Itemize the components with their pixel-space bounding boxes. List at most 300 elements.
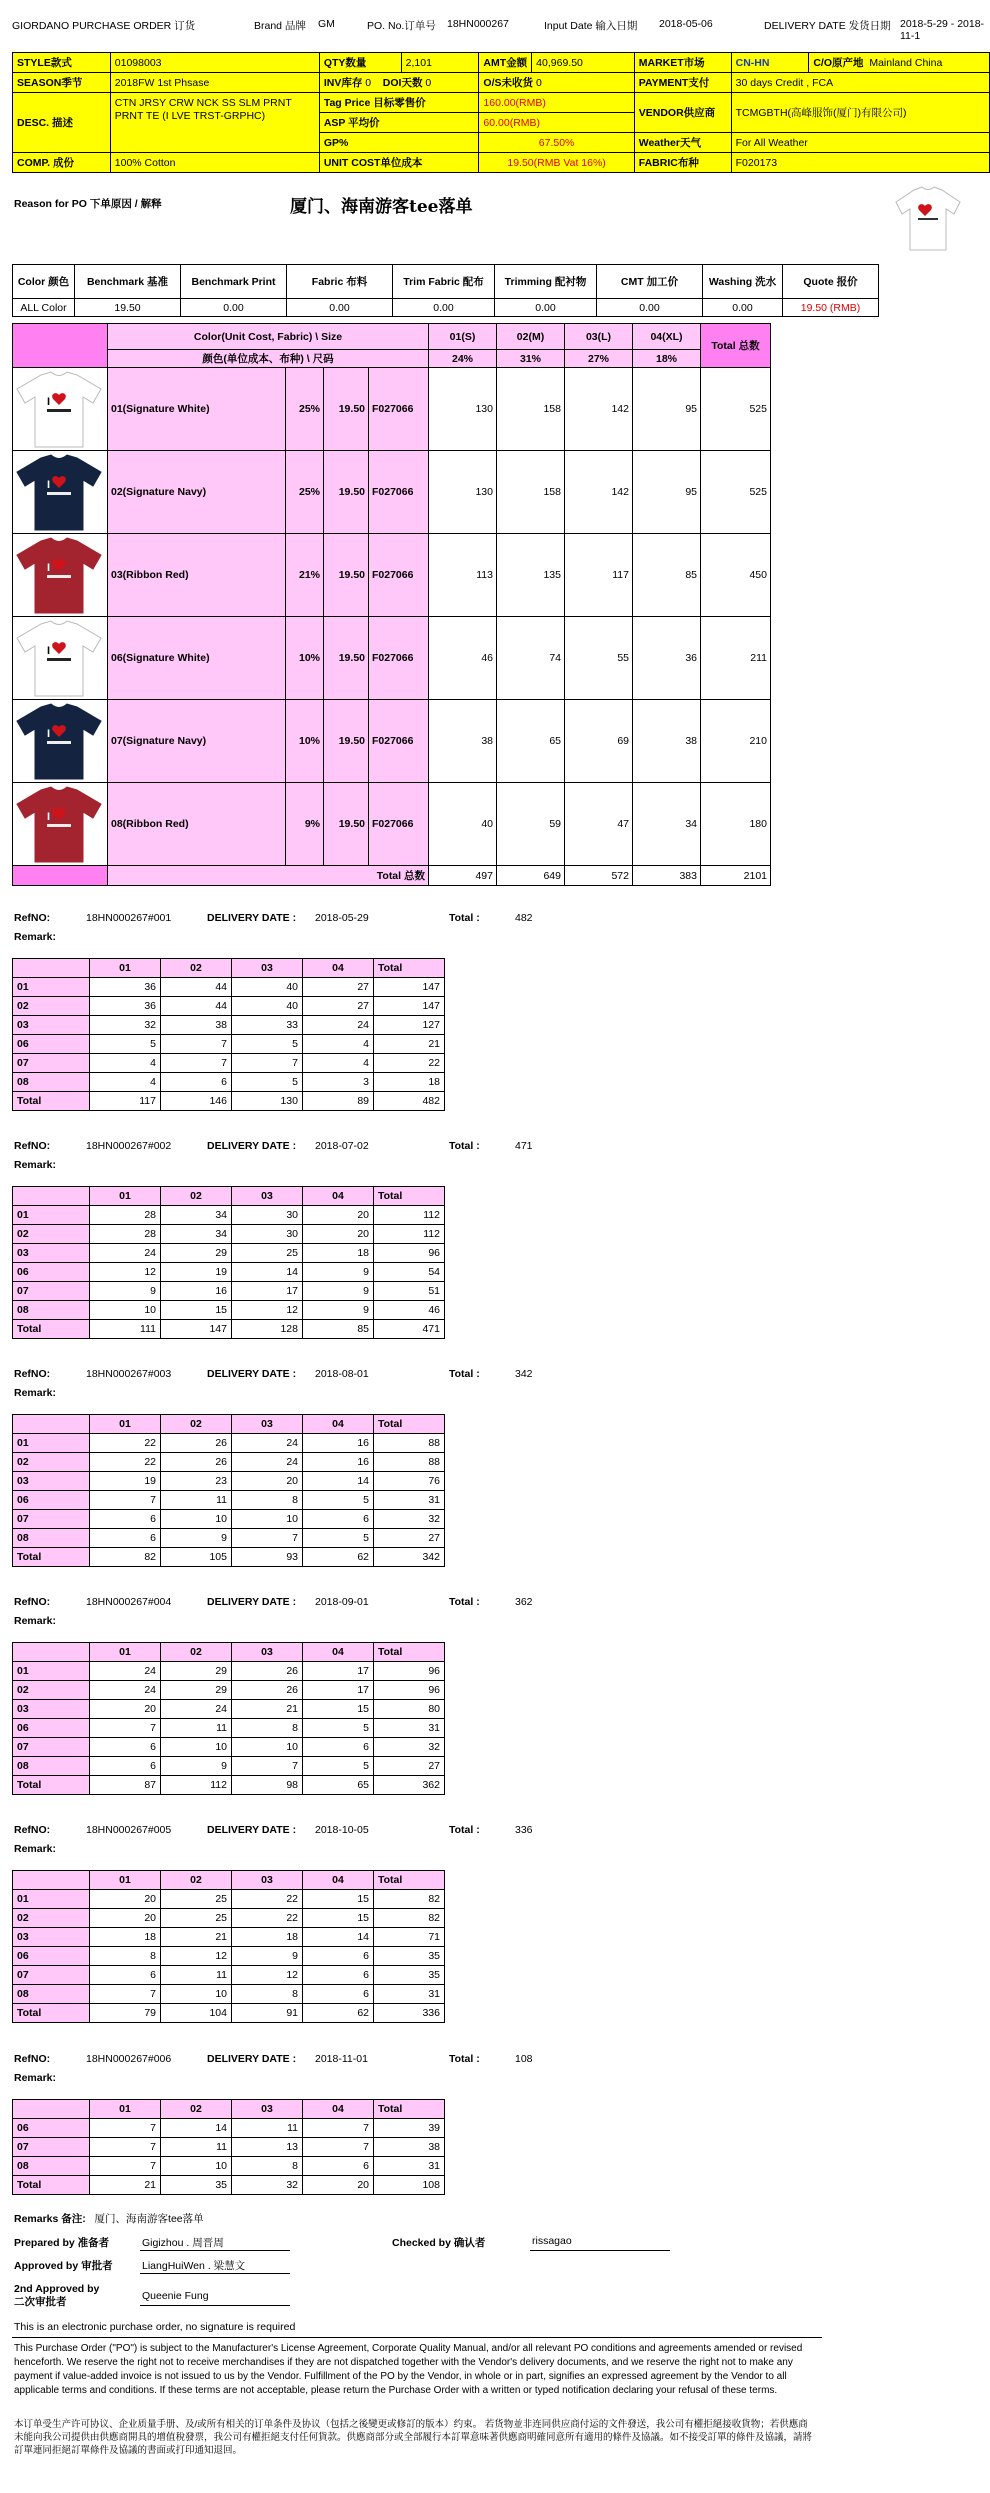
prepared-by-label-text: Prepared by 准备者 — [14, 2237, 110, 2249]
delivery-qty-cell: 17 — [303, 1662, 374, 1681]
delivery-qty-cell: 32 — [232, 2176, 303, 2195]
delivery-header-cell: 02 — [161, 1871, 232, 1890]
delivery-qty-cell: 9 — [161, 1757, 232, 1776]
delivery-qty-cell: 40 — [232, 978, 303, 997]
prepared-by-label — [14, 2235, 109, 2250]
delivery-row-label: 07 — [13, 1738, 90, 1757]
delivery-qty-cell: 21 — [90, 2176, 161, 2195]
delivery-qty-cell: 18 — [232, 1928, 303, 1947]
delivery-table — [12, 1414, 445, 1567]
delivery-qty-cell: 146 — [161, 1092, 232, 1111]
payment-label: PAYMENT支付 — [634, 73, 731, 93]
color-name: 03(Ribbon Red) — [108, 534, 286, 617]
delivery-row — [13, 1263, 445, 1282]
delivery-info — [12, 1140, 572, 1176]
delivery-qty-cell: 10 — [232, 1738, 303, 1757]
remarks-line — [14, 2211, 204, 2226]
total-label: Total : — [449, 1140, 480, 1152]
cost-header-cell: Quote 报价 — [783, 265, 879, 299]
inv-doi-cell — [319, 73, 479, 93]
color-name: 08(Ribbon Red) — [108, 783, 286, 866]
cost-header-cell: Fabric 布料 — [287, 265, 393, 299]
delivery-qty-cell: 130 — [232, 1092, 303, 1111]
delivery-header-cell: 02 — [161, 2100, 232, 2119]
delivery-row-label: 08 — [13, 1757, 90, 1776]
delivery-qty-cell: 96 — [374, 1662, 445, 1681]
tshirt-icon — [13, 452, 106, 533]
delivery-row-label: 07 — [13, 1054, 90, 1073]
tag-price-value: 160.00(RMB) — [479, 93, 634, 113]
delivery-qty-cell: 16 — [161, 1282, 232, 1301]
total-label: Total : — [449, 1824, 480, 1836]
cost-value-cell: 0.00 — [393, 299, 495, 317]
delivery-date-value: 2018-11-01 — [315, 2053, 368, 2065]
total-value: 471 — [515, 1140, 533, 1152]
inv-label: INV库存 — [323, 77, 363, 89]
cost-value-cell: 0.00 — [703, 299, 783, 317]
delivery-qty-cell: 127 — [374, 1016, 445, 1035]
delivery-row-label: 03 — [13, 1472, 90, 1491]
delivery-qty-cell: 18 — [374, 1073, 445, 1092]
os-cell — [479, 73, 634, 93]
delivery-row — [13, 1909, 445, 1928]
delivery-qty-cell: 31 — [374, 1719, 445, 1738]
cost-header-cell: CMT 加工价 — [597, 265, 703, 299]
delivery-row-label: 07 — [13, 1966, 90, 1985]
delivery-qty-cell: 30 — [232, 1225, 303, 1244]
delivery-qty-cell: 7 — [161, 1054, 232, 1073]
delivery-row-label: Total — [13, 1548, 90, 1567]
row-total: 211 — [701, 617, 771, 700]
delivery-row-label: 01 — [13, 1662, 90, 1681]
delivery-qty-cell: 15 — [303, 1890, 374, 1909]
style-value: 01098003 — [110, 53, 319, 73]
size-qty-cell: 95 — [633, 451, 701, 534]
delivery-qty-cell: 6 — [90, 1966, 161, 1985]
tshirt-icon — [13, 701, 106, 782]
cost-value-cell: 0.00 — [287, 299, 393, 317]
tshirt-icon — [13, 784, 106, 865]
checked-by-label — [392, 2235, 485, 2250]
delivery-header-cell: Total — [374, 1643, 445, 1662]
inv-value: 0 — [365, 77, 372, 89]
delivery-qty-cell: 9 — [90, 1282, 161, 1301]
delivery-qty-cell: 17 — [232, 1282, 303, 1301]
asp-label: ASP 平均价 — [319, 113, 479, 133]
delivery-qty-cell: 24 — [90, 1244, 161, 1263]
delivery-qty-cell: 27 — [374, 1529, 445, 1548]
delivery-row — [13, 2157, 445, 2176]
size-label-cell: 03(L) — [565, 324, 633, 350]
delivery-qty-cell: 6 — [303, 1510, 374, 1529]
delivery-header-blank — [13, 1415, 90, 1434]
delivery-qty-cell: 11 — [232, 2119, 303, 2138]
cost-header-cell: Benchmark Print — [181, 265, 287, 299]
delivery-qty-cell: 93 — [232, 1548, 303, 1567]
unit-cost-value: 19.50(RMB Vat 16%) — [479, 153, 634, 173]
unit-cost: 19.50 — [324, 368, 369, 451]
cost-value-cell: ALL Color — [13, 299, 75, 317]
delivery-qty-cell: 15 — [161, 1301, 232, 1320]
refno-value: 18HN000267#001 — [86, 912, 172, 924]
delivery-qty-cell: 5 — [232, 1035, 303, 1054]
delivery-block — [12, 912, 572, 1111]
tshirt-icon — [13, 369, 106, 450]
delivery-qty-cell: 96 — [374, 1681, 445, 1700]
size-qty-cell: 38 — [429, 700, 497, 783]
svg-text:I: I — [47, 478, 51, 491]
coo-value: Mainland China — [869, 57, 943, 69]
checked-by-label-text: Checked by 确认者 — [392, 2237, 486, 2249]
refno-value: 18HN000267#005 — [86, 1824, 172, 1836]
color-row — [13, 534, 771, 617]
delivery-qty-cell: 31 — [374, 1985, 445, 2004]
delivery-qty-cell: 27 — [303, 997, 374, 1016]
delivery-qty-cell: 471 — [374, 1320, 445, 1339]
delivery-qty-cell: 23 — [161, 1472, 232, 1491]
delivery-header-cell: 04 — [303, 1643, 374, 1662]
delivery-row — [13, 1548, 445, 1567]
delivery-header-cell: 04 — [303, 1415, 374, 1434]
cost-header-cell: Color 颜色 — [13, 265, 75, 299]
delivery-qty-cell: 24 — [161, 1700, 232, 1719]
delivery-qty-cell: 89 — [303, 1092, 374, 1111]
delivery-qty-cell: 33 — [232, 1016, 303, 1035]
delivery-info — [12, 912, 572, 948]
delivery-row-label: 02 — [13, 1225, 90, 1244]
size-header-row-2 — [13, 350, 771, 368]
remark-label: Remark: — [14, 2072, 57, 2084]
terms-chinese: 本订单受生产许可协议、企业质量手册、及/或所有相关的订单条件及协议（包括之後變更或修訂的版本）约束。 若货物並非连同供应商付运的文件發送，我公司有權拒絕接收貨物；若供應商未能向我公司提供由供應商開具的增值稅發票，我公司有權拒絕支付任何貨款。供應商部分或全部履行本訂單意味著供應商明確同意所有適用的條件及協議。如不接受訂單的條件及協議，請將訂單連同拒絕訂單條件及協議的書面或打印通知退回。 — [14, 2419, 813, 2456]
delivery-row — [13, 978, 445, 997]
delivery-qty-cell: 20 — [303, 1225, 374, 1244]
product-image — [13, 617, 108, 700]
delivery-qty-cell: 7 — [232, 1529, 303, 1548]
delivery-header-cell: 03 — [232, 1415, 303, 1434]
delivery-qty-cell: 9 — [303, 1301, 374, 1320]
delivery-qty-cell: 11 — [161, 1966, 232, 1985]
color-row — [13, 617, 771, 700]
delivery-header-cell: Total — [374, 1871, 445, 1890]
delivery-row-label: 01 — [13, 1434, 90, 1453]
delivery-qty-cell: 6 — [90, 1757, 161, 1776]
doi-label: DOI天数 — [382, 77, 423, 89]
delivery-qty-cell: 76 — [374, 1472, 445, 1491]
delivery-date-label: DELIVERY DATE : — [207, 1596, 297, 1608]
second-approved-label-cn: 二次审批者 — [14, 2296, 67, 2308]
input-date-label: Input Date 输入日期 — [544, 20, 638, 32]
po-title: GIORDANO PURCHASE ORDER 订货 — [12, 20, 196, 32]
delivery-qty-cell: 32 — [90, 1016, 161, 1035]
delivery-qty-cell: 12 — [232, 1966, 303, 1985]
style-label: STYLE款式 — [13, 53, 111, 73]
row-total: 210 — [701, 700, 771, 783]
delivery-date-range: 2018-5-29 - 2018-11-1 — [900, 18, 985, 42]
refno-label: RefNO: — [14, 1824, 51, 1836]
delivery-qty-cell: 112 — [161, 1776, 232, 1795]
delivery-row — [13, 1985, 445, 2004]
delivery-row — [13, 1225, 445, 1244]
delivery-row — [13, 1662, 445, 1681]
delivery-qty-cell: 6 — [303, 1966, 374, 1985]
delivery-row — [13, 1510, 445, 1529]
delivery-qty-cell: 14 — [303, 1928, 374, 1947]
input-date: 2018-05-06 — [659, 18, 713, 30]
second-approved-label-en: 2nd Approved by — [14, 2283, 100, 2295]
refno-label: RefNO: — [14, 2053, 51, 2065]
delivery-qty-cell: 5 — [303, 1529, 374, 1548]
totals-blank — [13, 866, 108, 886]
delivery-header-cell: Total — [374, 1187, 445, 1206]
delivery-qty-cell: 24 — [232, 1434, 303, 1453]
delivery-qty-cell: 40 — [232, 997, 303, 1016]
delivery-table — [12, 2099, 445, 2195]
delivery-qty-cell: 22 — [232, 1909, 303, 1928]
vendor-value: TCMGBTH(高峰服饰(厦门)有限公司) — [731, 93, 989, 133]
size-qty-cell: 40 — [429, 783, 497, 866]
delivery-qty-cell: 7 — [90, 1985, 161, 2004]
fabric-code: F027066 — [369, 617, 429, 700]
product-image — [13, 451, 108, 534]
delivery-row — [13, 1947, 445, 1966]
delivery-qty-cell: 6 — [303, 1947, 374, 1966]
delivery-qty-cell: 29 — [161, 1662, 232, 1681]
delivery-row — [13, 2176, 445, 2195]
delivery-qty-cell: 117 — [90, 1092, 161, 1111]
size-header-row — [13, 324, 771, 350]
delivery-header-cell: 03 — [232, 1643, 303, 1662]
delivery-qty-cell: 91 — [232, 2004, 303, 2023]
product-image — [13, 783, 108, 866]
delivery-header-cell: 04 — [303, 1871, 374, 1890]
svg-text:I: I — [47, 810, 51, 823]
delivery-row-label: 02 — [13, 1453, 90, 1472]
size-qty-cell: 135 — [497, 534, 565, 617]
delivery-row-label: Total — [13, 2176, 90, 2195]
delivery-qty-cell: 6 — [303, 1738, 374, 1757]
delivery-row-label: 06 — [13, 1947, 90, 1966]
delivery-qty-cell: 85 — [303, 1320, 374, 1339]
delivery-qty-cell: 8 — [232, 1491, 303, 1510]
delivery-qty-cell: 32 — [374, 1510, 445, 1529]
delivery-header-cell: 02 — [161, 1643, 232, 1662]
delivery-header-cell: 02 — [161, 1415, 232, 1434]
brand-value: GM — [318, 18, 335, 30]
delivery-qty-cell: 111 — [90, 1320, 161, 1339]
refno-label: RefNO: — [14, 912, 51, 924]
vendor-label: VENDOR供应商 — [634, 93, 731, 133]
delivery-row — [13, 1016, 445, 1035]
cost-header-cell: Trim Fabric 配布 — [393, 265, 495, 299]
delivery-qty-cell: 21 — [374, 1035, 445, 1054]
delivery-qty-cell: 34 — [161, 1225, 232, 1244]
comp-value: 100% Cotton — [110, 153, 319, 173]
delivery-qty-cell: 15 — [303, 1700, 374, 1719]
delivery-row — [13, 1301, 445, 1320]
delivery-qty-cell: 6 — [90, 1738, 161, 1757]
delivery-qty-cell: 10 — [161, 2157, 232, 2176]
delivery-qty-cell: 44 — [161, 978, 232, 997]
delivery-qty-cell: 11 — [161, 1719, 232, 1738]
totals-label: Total 总数 — [108, 866, 429, 886]
delivery-date-value: 2018-07-02 — [315, 1140, 369, 1152]
delivery-row-label: 06 — [13, 1719, 90, 1738]
checked-by-name: rissagao — [532, 2235, 572, 2247]
delivery-qty-cell: 147 — [161, 1320, 232, 1339]
delivery-row-label: 06 — [13, 1035, 90, 1054]
delivery-row — [13, 997, 445, 1016]
tshirt-icon — [13, 618, 106, 699]
delivery-qty-cell: 17 — [303, 1681, 374, 1700]
size-qty-cell: 95 — [633, 368, 701, 451]
cost-header-cell: Benchmark 基准 — [75, 265, 181, 299]
delivery-table — [12, 1642, 445, 1795]
delivery-qty-cell: 54 — [374, 1263, 445, 1282]
delivery-row-label: 03 — [13, 1016, 90, 1035]
delivery-qty-cell: 51 — [374, 1282, 445, 1301]
delivery-table — [12, 958, 445, 1111]
delivery-qty-cell: 9 — [232, 1947, 303, 1966]
delivery-qty-cell: 7 — [303, 2119, 374, 2138]
svg-text:I: I — [47, 395, 51, 408]
delivery-header-blank — [13, 959, 90, 978]
po-label: PO. No.订单号 — [367, 20, 436, 32]
footer-divider — [12, 2337, 822, 2338]
delivery-info — [12, 1824, 572, 1860]
delivery-qty-cell: 9 — [161, 1529, 232, 1548]
delivery-qty-cell: 7 — [90, 1491, 161, 1510]
delivery-row — [13, 1035, 445, 1054]
delivery-header-blank — [13, 1871, 90, 1890]
delivery-qty-cell: 82 — [90, 1548, 161, 1567]
delivery-qty-cell: 31 — [374, 1491, 445, 1510]
delivery-row — [13, 1491, 445, 1510]
fabric-code: F027066 — [369, 534, 429, 617]
product-image — [13, 368, 108, 451]
size-percent-cell: 24% — [429, 350, 497, 368]
delivery-header-cell: 02 — [161, 959, 232, 978]
delivery-qty-cell: 14 — [161, 2119, 232, 2138]
refno-label: RefNO: — [14, 1140, 51, 1152]
delivery-date-value: 2018-05-29 — [315, 912, 369, 924]
color-name: 02(Signature Navy) — [108, 451, 286, 534]
comp-label: COMP. 成份 — [13, 153, 111, 173]
fabric-value: F020173 — [731, 153, 989, 173]
delivery-qty-cell: 7 — [232, 1757, 303, 1776]
delivery-qty-cell: 108 — [374, 2176, 445, 2195]
delivery-qty-cell: 9 — [303, 1263, 374, 1282]
delivery-row — [13, 1244, 445, 1263]
size-total-cell: 649 — [497, 866, 565, 886]
delivery-header-cell: 04 — [303, 959, 374, 978]
delivery-row-label: 03 — [13, 1700, 90, 1719]
fabric-code: F027066 — [369, 451, 429, 534]
fabric-code: F027066 — [369, 700, 429, 783]
delivery-qty-cell: 5 — [303, 1719, 374, 1738]
color-name: 06(Signature White) — [108, 617, 286, 700]
svg-text:I: I — [47, 561, 51, 574]
color-percent: 25% — [286, 451, 324, 534]
delivery-qty-cell: 88 — [374, 1434, 445, 1453]
delivery-row — [13, 1434, 445, 1453]
total-value: 482 — [515, 912, 533, 924]
delivery-qty-cell: 112 — [374, 1225, 445, 1244]
delivery-row-label: Total — [13, 1320, 90, 1339]
refno-value: 18HN000267#002 — [86, 1140, 172, 1152]
size-qty-cell: 47 — [565, 783, 633, 866]
product-image — [13, 700, 108, 783]
delivery-qty-cell: 105 — [161, 1548, 232, 1567]
color-size-header-cn: 颜色(单位成本、布种) \ 尺码 — [108, 350, 429, 368]
delivery-qty-cell: 36 — [90, 978, 161, 997]
remark-label: Remark: — [14, 1387, 57, 1399]
row-total: 525 — [701, 451, 771, 534]
delivery-qty-cell: 21 — [232, 1700, 303, 1719]
delivery-row-label: 06 — [13, 2119, 90, 2138]
delivery-header-row — [13, 959, 445, 978]
delivery-qty-cell: 10 — [161, 1510, 232, 1529]
delivery-qty-cell: 20 — [303, 1206, 374, 1225]
delivery-row — [13, 1757, 445, 1776]
cost-value-row — [13, 299, 879, 317]
delivery-qty-cell: 11 — [161, 2138, 232, 2157]
total-value: 362 — [515, 1596, 533, 1608]
delivery-qty-cell: 16 — [303, 1434, 374, 1453]
delivery-row-label: 08 — [13, 1985, 90, 2004]
delivery-qty-cell: 38 — [161, 1016, 232, 1035]
delivery-qty-cell: 96 — [374, 1244, 445, 1263]
color-name: 07(Signature Navy) — [108, 700, 286, 783]
color-row — [13, 783, 771, 866]
delivery-header-cell: 03 — [232, 2100, 303, 2119]
delivery-qty-cell: 8 — [232, 1985, 303, 2004]
delivery-qty-cell: 31 — [374, 2157, 445, 2176]
color-row — [13, 700, 771, 783]
delivery-date-label: DELIVERY DATE : — [207, 912, 297, 924]
delivery-qty-cell: 79 — [90, 2004, 161, 2023]
delivery-qty-cell: 27 — [303, 978, 374, 997]
delivery-qty-cell: 336 — [374, 2004, 445, 2023]
refno-value: 18HN000267#006 — [86, 2053, 172, 2065]
delivery-header-row — [13, 2100, 445, 2119]
delivery-header-cell: 03 — [232, 1187, 303, 1206]
delivery-row — [13, 2004, 445, 2023]
unit-cost: 19.50 — [324, 783, 369, 866]
delivery-row — [13, 1719, 445, 1738]
remark-label: Remark: — [14, 1615, 57, 1627]
delivery-header-cell: 03 — [232, 1871, 303, 1890]
delivery-row-label: 07 — [13, 2138, 90, 2157]
total-label: Total : — [449, 912, 480, 924]
product-thumbnail-icon — [892, 184, 964, 254]
size-qty-cell: 65 — [497, 700, 565, 783]
total-label: Total : — [449, 2053, 480, 2065]
delivery-qty-cell: 5 — [303, 1757, 374, 1776]
delivery-row — [13, 2119, 445, 2138]
size-qty-cell: 113 — [429, 534, 497, 617]
delivery-header-cell: Total — [374, 1415, 445, 1434]
delivery-row-label: 08 — [13, 2157, 90, 2176]
delivery-header-cell: 01 — [90, 1643, 161, 1662]
delivery-row — [13, 1320, 445, 1339]
delivery-qty-cell: 32 — [374, 1738, 445, 1757]
delivery-qty-cell: 20 — [90, 1909, 161, 1928]
delivery-block — [12, 1140, 572, 1339]
size-qty-cell: 74 — [497, 617, 565, 700]
delivery-qty-cell: 5 — [303, 1491, 374, 1510]
delivery-row — [13, 1966, 445, 1985]
reason-title: 厦门、海南游客tee落单 — [290, 197, 473, 217]
